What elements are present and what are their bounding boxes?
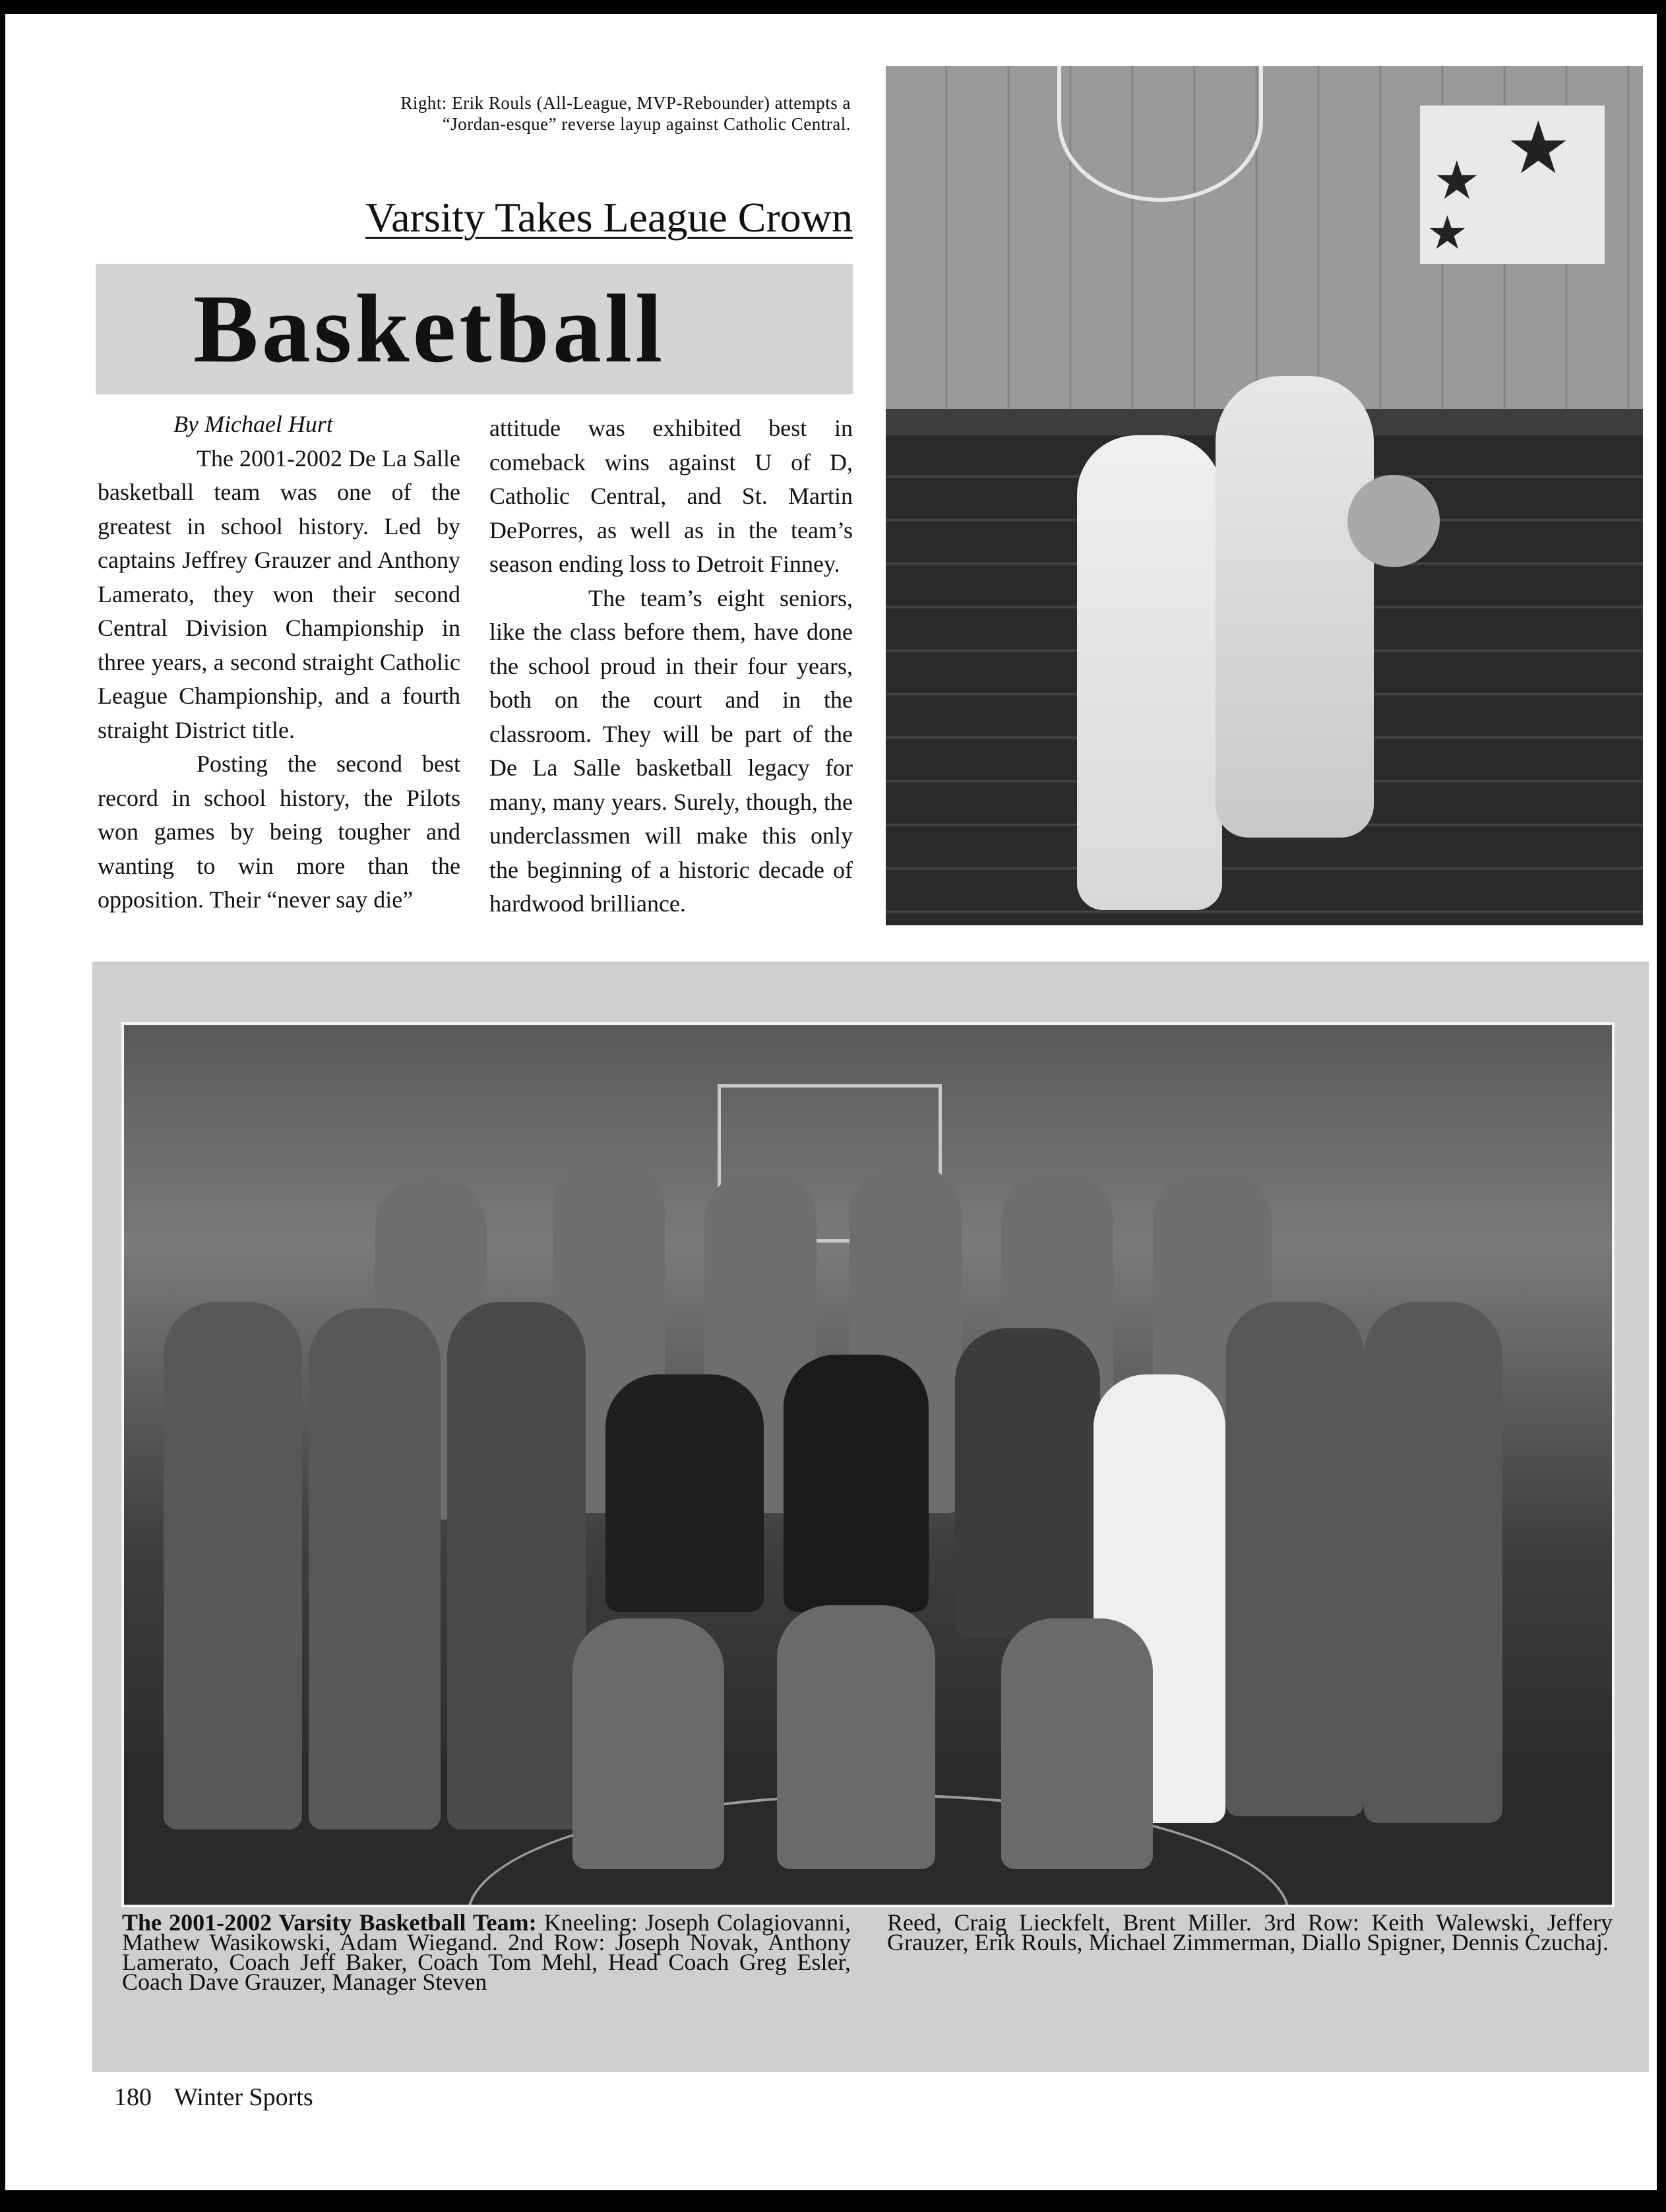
photo-caption-top: Right: Erik Rouls (All-League, MVP-Rebounder) attempts a “Jordan-esque” reverse layup against Catholic Central. xyxy=(400,93,851,134)
coach xyxy=(784,1355,929,1612)
team-photo xyxy=(121,1022,1615,1907)
page-number: 180 xyxy=(114,2083,152,2111)
team-member xyxy=(1225,1302,1364,1816)
team-caption-left xyxy=(122,1909,851,1995)
team-member xyxy=(572,1618,724,1869)
scan-border-right xyxy=(1657,0,1666,2212)
team-caption-right: Reed, Craig Lieckfelt, Brent Miller. 3rd Row: Keith Walewski, Jeffery Grauzer, Erik Rouls, Michael Zimmerman, Diallo Spigner, Dennis Czuchaj. xyxy=(887,1909,1613,1955)
article-paragraph: The 2001-2002 De La Salle basketball team was one of the greatest in school history. Led by captains Jeffrey Grauzer and Anthony Lamerato, they won their second Central Division Championship in three years, a second straight Catholic League Championship, and a fourth straight District title. xyxy=(98,445,460,743)
scan-border-left xyxy=(0,0,5,2212)
article-paragraph: Posting the second best record in school history, the Pilots won games by being tougher and wanting to win more than the opposition. Their “never say die” xyxy=(98,751,460,913)
coach xyxy=(955,1328,1100,1638)
defender-player xyxy=(1077,435,1222,910)
team-member xyxy=(164,1302,302,1829)
coach xyxy=(447,1302,586,1829)
title-band xyxy=(96,264,853,394)
shooting-player xyxy=(1216,376,1374,838)
sponsor-banner xyxy=(1420,106,1605,264)
coach xyxy=(605,1374,764,1612)
star-icon: ★ xyxy=(1427,208,1468,259)
team-member xyxy=(1364,1302,1502,1823)
team-member xyxy=(1001,1618,1153,1869)
section-name: Winter Sports xyxy=(174,2083,313,2111)
article-column-1 xyxy=(98,408,460,917)
page-footer xyxy=(114,2082,336,2112)
scan-border-top xyxy=(0,0,1666,14)
star-icon: ★ xyxy=(1433,152,1481,210)
basketball xyxy=(1347,475,1440,567)
article-paragraph: The team’s eight seniors, like the class before them, have done the school proud in their four years, both on the court and in the classroom. They will be part of the De La Salle basketball legacy for many, many years. Surely, though, the underclassmen will make this only the beginning of a historic decade of hardwood brilliance. xyxy=(489,584,853,917)
article-paragraph: attitude was exhibited best in comeback wins against U of D, Catholic Central, and St. Martin DePorres, as well as in the team’s season ending loss to Detroit Finney. xyxy=(489,415,853,577)
team-photo-panel xyxy=(92,962,1649,2072)
page-title: Basketball xyxy=(193,275,666,383)
article-column-2 xyxy=(489,412,853,921)
team-member xyxy=(309,1308,441,1829)
star-icon: ★ xyxy=(1506,108,1571,189)
action-photo xyxy=(886,66,1643,925)
page-subtitle: Varsity Takes League Crown xyxy=(365,194,853,241)
team-caption-lead: The 2001-2002 Varsity Basketball Team: xyxy=(122,1909,537,1936)
byline: By Michael Hurt xyxy=(173,411,333,437)
team-member xyxy=(777,1605,935,1869)
team-caption-text: Kneeling: Joseph Colagiovanni, Mathew Wasikowski, Adam Wiegand. 2nd Row: Joseph Novak, Anthony Lamerato, Coach Jeff Baker, Coach Tom Mehl, Head Coach Greg Esler, Coach Dave Grauzer, Manager Steven xyxy=(122,1909,851,1995)
scan-border-bottom xyxy=(0,2190,1666,2212)
